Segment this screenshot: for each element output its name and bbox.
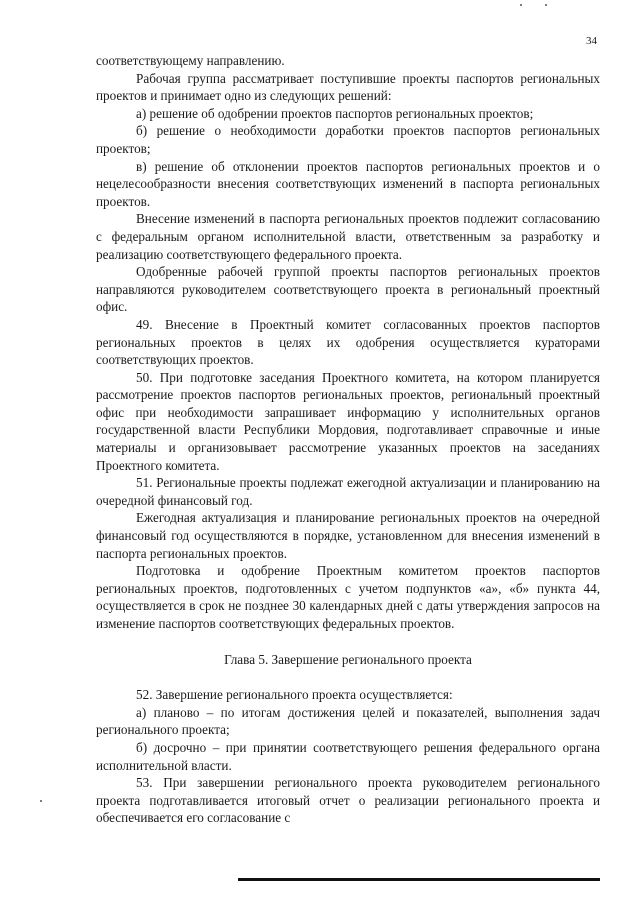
paragraph: 49. Внесение в Проектный комитет согласованных проектов паспортов региональных проектов в целях их одобрения осуществляется кураторами соответствующих проектов. (96, 316, 600, 368)
paragraph: 51. Региональные проекты подлежат ежегодной актуализации и планированию на очередной финансовый год. (96, 475, 600, 508)
scan-speck (40, 800, 42, 802)
list-item: б) досрочно – при принятии соответствующего решения федерального органа исполнительной власти. (96, 739, 600, 773)
scan-edge-line (238, 878, 600, 881)
page-number: 34 (586, 35, 597, 47)
paragraph: Рабочая группа рассматривает поступившие проекты паспортов региональных проектов и принимает одно из следующих решений: (96, 70, 600, 104)
chapter-heading: Глава 5. Завершение регионального проекта (224, 651, 472, 667)
list-item: а) планово – по итогам достижения целей и показателей, выполнения задач регионального проекта; (96, 704, 600, 738)
document-body (96, 52, 600, 827)
paragraph: 53. При завершении регионального проекта руководителем регионального проекта подготавливается итоговый отчет о реализации регионального проекта и обеспечивается его согласование с (96, 775, 600, 826)
paragraph: 52. Завершение регионального проекта осуществляется: (136, 687, 453, 703)
list-item: б) решение о необходимости доработки проектов паспортов региональных проектов; (96, 123, 600, 156)
list-item: а) решение об одобрении проектов паспортов региональных проектов; (136, 105, 534, 121)
paragraph: соответствующему направлению. (96, 53, 285, 68)
paragraph: Одобренные рабочей группой проекты паспортов региональных проектов направляются руководителем соответствующего проекта в региональный проектный офис. (96, 264, 600, 315)
paragraph: Подготовка и одобрение Проектным комитетом проектов паспортов региональных проектов, подготовленных с учетом подпунктов «а», «б» пункта 44, осуществляется в срок не позднее 30 календарных дней с даты утверждения запросов на изменение паспортов соответствующих федеральных проектов. (96, 563, 600, 631)
scan-speck (545, 4, 547, 6)
list-item: в) решение об отклонении проектов паспортов региональных проектов и о нецелесообразности внесения соответствующих изменений в паспорта региональных проектов. (96, 158, 600, 209)
paragraph: Ежегодная актуализация и планирование региональных проектов на очередной финансовый год осуществляются в порядке, установленном для внесения изменений в паспорта региональных проектов. (96, 510, 600, 561)
paragraph: 50. При подготовке заседания Проектного комитета, на котором планируется рассмотрение проектов паспортов региональных проектов, региональный проектный офис при необходимости запрашивает информацию у исполнительных органов государственной власти Республики Мордовия, подготавливает справочные и иные материалы и организовывает рассмотрение указанных проектов на заседаниях Проектного комитета. (96, 369, 600, 473)
paragraph: Внесение изменений в паспорта региональных проектов подлежит согласованию с федеральным органом исполнительной власти, ответственным за разработку и реализацию соответствующего федерального проекта. (96, 211, 600, 262)
scan-speck (520, 4, 522, 6)
